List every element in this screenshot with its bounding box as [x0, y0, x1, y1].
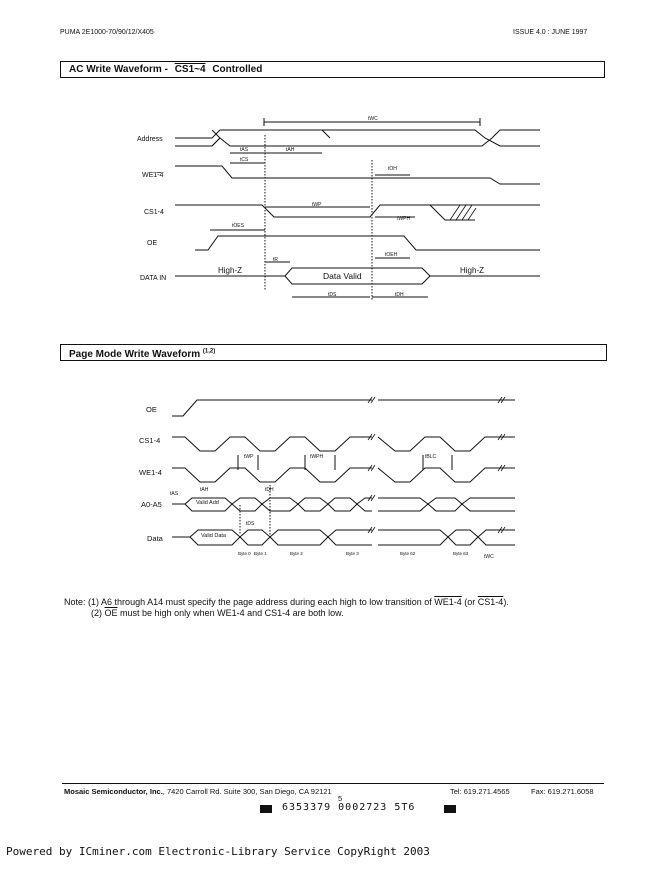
- byte1-label: Byte 1: [254, 551, 267, 556]
- footer-tel: Tel: 619.271.4565: [450, 787, 510, 796]
- timing2-twc: tWC: [484, 554, 494, 560]
- data-valid-label: Data Valid: [323, 271, 362, 281]
- valid-add-label: Valid Add: [196, 500, 219, 506]
- section2-title-text: [61, 349, 215, 360]
- note2-oe: $\overline{OE}$: [104, 608, 118, 618]
- timing2-tblc: tBLC: [425, 454, 437, 460]
- powered-by: Powered by ICminer.com Electronic-Library Service CopyRight 2003: [6, 845, 430, 858]
- timing2-tdh: tDH: [265, 487, 274, 493]
- barcode-text: 6353379 0002723 5T6: [282, 802, 416, 813]
- note1-mid: (or: [461, 597, 478, 607]
- page-number: 5: [338, 794, 343, 803]
- notes-block: [64, 597, 624, 619]
- timing-toeh: tOEH: [385, 252, 398, 258]
- footer-company: Mosaic Semiconductor, Inc.: [64, 787, 163, 796]
- section-title-page-mode: [60, 344, 607, 361]
- footer-divider: [62, 783, 604, 784]
- timing2-tas: tAS: [170, 491, 179, 497]
- title-part: AC Write Waveform -: [69, 64, 171, 75]
- timing2-twph: tWPH: [310, 454, 324, 460]
- timing-tdh: tDH: [395, 292, 404, 298]
- title2-part: Page Mode Write Waveform: [69, 349, 203, 361]
- timing-toh: tOH: [388, 166, 397, 172]
- byte63-label: Byte 63: [453, 551, 469, 556]
- page-mode-waveform: [0, 385, 666, 585]
- timing2-twp: tWP: [244, 454, 254, 460]
- byte3-label: Byte 3: [346, 551, 359, 556]
- high-z-right: High-Z: [460, 266, 485, 275]
- timing-toes: tOES: [232, 223, 244, 229]
- timing-tah: tAH: [286, 147, 295, 153]
- signal2-cs: CS1-4: [139, 436, 161, 445]
- timing-tds: tDS: [328, 292, 337, 298]
- note-1: [64, 597, 624, 608]
- byte0-label: Byte 0: [238, 551, 251, 556]
- timing2-tah: tAH: [200, 487, 209, 493]
- timing-tcs: tCS: [240, 157, 249, 163]
- footer-address: [64, 787, 332, 796]
- note-2: [64, 608, 624, 619]
- notes-prefix: Note:: [64, 597, 86, 607]
- byte2-label: Byte 2: [290, 551, 303, 556]
- note2-text: must be high only when WE1-4 and CS1-4 are both low.: [117, 608, 344, 618]
- barcode-block-left: [260, 805, 272, 813]
- signal-oe: OE: [147, 240, 158, 247]
- note1-num: (1): [88, 597, 100, 607]
- note1-cs: CS1-4: [477, 597, 504, 607]
- signal2-oe: OE: [146, 405, 157, 414]
- note1-end: ).: [503, 597, 509, 607]
- high-z-left: High-Z: [218, 266, 243, 275]
- note1-text: A6 through A14 must specify the page address during each high to low transition of: [101, 597, 435, 607]
- signal-we: WE1-4: [142, 172, 164, 179]
- signal-address: Address: [137, 136, 163, 143]
- timing-twp: tWP: [312, 202, 322, 208]
- note1-we: WE1-4: [434, 597, 462, 607]
- signal2-addr: A0-A5: [141, 500, 162, 509]
- part-number: PUMA 2E1000-70/90/12/X405: [60, 29, 154, 36]
- title2-sup: (1,2): [202, 349, 216, 355]
- footer-fax: Fax: 619.271.6058: [531, 787, 594, 796]
- timing-twc: tWC: [368, 116, 378, 122]
- barcode-block-right: [444, 805, 456, 813]
- issue-date: ISSUE 4.0 : JUNE 1997: [513, 29, 588, 36]
- ac-write-waveform: [0, 0, 666, 340]
- title-tail: Controlled: [209, 64, 263, 75]
- signal-cs: CS1-4: [144, 209, 164, 216]
- timing2-tds: tDS: [246, 521, 255, 527]
- timing-twph: tWPH: [397, 216, 411, 222]
- signal-data-in: DATA IN: [140, 275, 167, 282]
- footer-address-text: , 7420 Carroll Rd. Suite 300, San Diego, CA 92121: [162, 787, 332, 796]
- signal2-data: Data: [147, 534, 163, 543]
- title-cs: CS1~4: [174, 64, 206, 75]
- timing-tas: tAS: [240, 147, 249, 153]
- note2-num: (2): [91, 608, 102, 618]
- timing-tr: tR: [273, 257, 278, 263]
- signal2-we: WE1-4: [139, 468, 162, 477]
- valid-data-label: Valid Data: [201, 533, 226, 539]
- byte62-label: Byte 62: [400, 551, 416, 556]
